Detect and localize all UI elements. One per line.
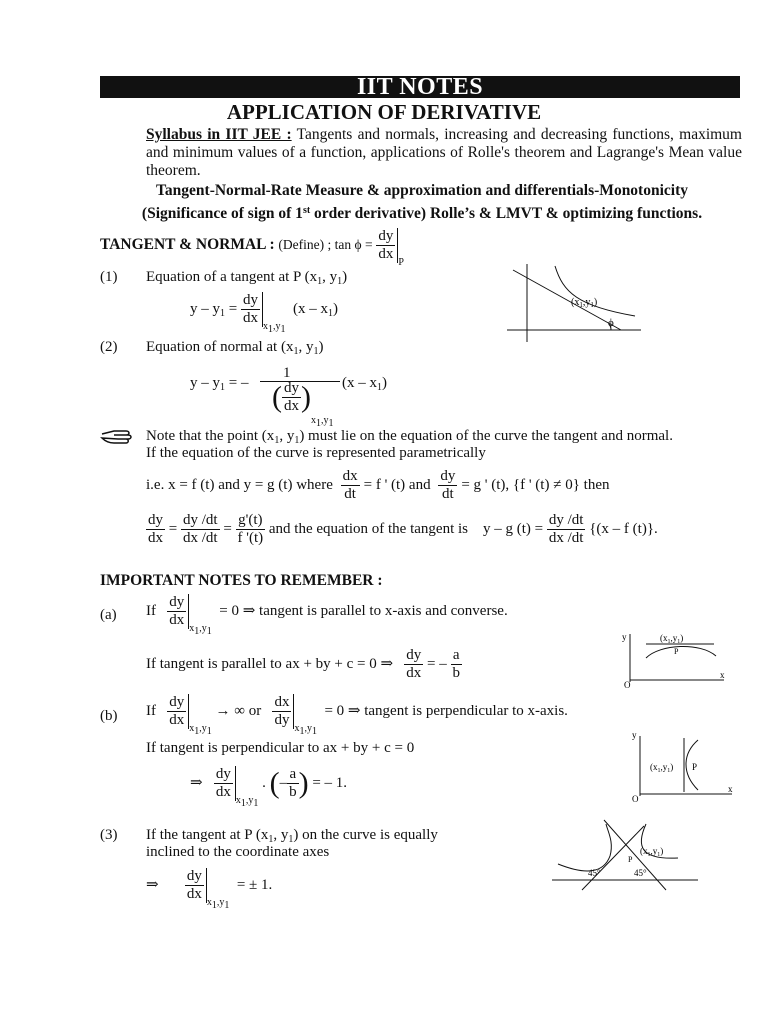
svg-text:x: x: [728, 784, 733, 794]
item-3-line-2: inclined to the coordinate axes: [146, 844, 330, 860]
item-1-number: (1): [100, 269, 118, 285]
important-notes-heading: IMPORTANT NOTES TO REMEMBER :: [100, 572, 383, 589]
svg-text:(x1,y1): $(x_1,y_1)$: [640, 846, 664, 858]
svg-text:O: O: [624, 680, 631, 688]
note-line-2: If the equation of the curve is represented parametrically: [146, 445, 486, 461]
phi-label: ϕ: [608, 317, 614, 329]
normal-denominator: ( $\frac{dy}{dx}$ )$x_1,y_1$: [272, 380, 334, 429]
pointing-hand-icon: [100, 428, 136, 451]
svg-text:P: P: [628, 855, 633, 864]
normal-equation-rhs: $(x - x_1)$: [342, 375, 387, 393]
svg-text:y: y: [622, 632, 627, 642]
normal-numerator: 1: [283, 365, 291, 381]
svg-text:45°: 45°: [588, 868, 601, 878]
item-b-result: ⇒ $\frac{dy}{dx}$ $x_1,y_1$ . (– $\frac{a}{b}$ ) = – 1.: [190, 766, 348, 809]
parametric-derivative-line: $\frac{dy}{dx}$ = $\frac{dy /dt}{dx /dt}$ = $\frac{g'(t)}{f '(t)}$ and the equation of the tangent is y – g (t) = $\frac{dy /dt}{dx /dt}$ {(x – f (t)}.: [148, 512, 658, 546]
item-a-number: (a): [100, 607, 117, 623]
parametric-line: i.e. x = f (t) and y = g (t) where $\frac{dx}{dt}$ = f ' (t) and $\frac{dy}{dt}$ = g ' (t), {f ' (t) ≠ 0} then: [146, 468, 610, 502]
item-2-number: (2): [100, 339, 118, 355]
tan-phi-definition: (Define) ; tan ϕ =: [278, 236, 373, 252]
svg-text:45°: 45°: [634, 868, 647, 878]
topics-line-2: (Significance of sign of 1st order derivative) Rolle’s & LMVT & optimizing functions.: [141, 205, 703, 222]
section-heading: TANGENT & NORMAL :: [100, 235, 275, 253]
syllabus-label: Syllabus in IIT JEE :: [146, 126, 292, 143]
item-a-line-2: If tangent is parallel to ax + by + c = 0 ⇒ $\frac{dy}{dx}$ = – $\frac{a}{b}$: [146, 647, 461, 681]
page-title: APPLICATION OF DERIVATIVE: [226, 100, 542, 124]
note-line-1: Note that the point ($x_1$, $y_1$) must lie on the equation of the curve the tangent and normal.: [146, 428, 673, 446]
equal-inclination-figure: [548, 816, 708, 892]
vertical-tangent-figure: [628, 730, 740, 804]
tangent-angle-figure: [505, 262, 645, 344]
item-b-condition: If $\frac{dy}{dx}$ $x_1,y_1$ → ∞ or $\frac{dx}{dy}$ $x_1,y_1 = 0$ ⇒ tangent is perpendicular to x-axis.: [146, 694, 568, 737]
figure-point-label: $(x_1,y_1)$: [571, 297, 598, 309]
svg-text:x: x: [720, 670, 725, 680]
item-3-result: ⇒ $\frac{dy}{dx}$ $x_1,y_1$ = ± 1.: [146, 868, 273, 911]
item-a-condition: If $\frac{dy}{dx}$ $x_1,y_1 = 0$ ⇒ tangent is parallel to x-axis and converse.: [146, 594, 508, 637]
page-banner: IIT NOTES: [100, 76, 740, 98]
item-3-number: (3): [100, 827, 118, 843]
svg-text:(x1,y1): $(x_1,y_1)$: [660, 633, 684, 645]
item-2-text: Equation of normal at ($x_1$, $y_1$): [146, 339, 324, 357]
normal-equation-lhs: y – $y_1$ = –: [190, 375, 249, 393]
syllabus-paragraph: [146, 126, 742, 180]
svg-text:P: P: [692, 762, 698, 772]
svg-text:(x1,y1): $(x_1,y_1)$: [650, 762, 674, 774]
topics-line-1: Tangent-Normal-Rate Measure & approximation and differentials-Monotonicity: [156, 182, 688, 199]
item-b-line-2: If tangent is perpendicular to ax + by + c = 0: [146, 740, 415, 756]
tangent-normal-heading: TANGENT & NORMAL : (Define) ; tan ϕ = $\frac{dy}{dx}$ P: [100, 228, 404, 268]
topics-paragraph: [94, 181, 750, 224]
syllabus-text: Tangents and normals, increasing and decreasing functions, maximum and minimum values of a function, applications of Rolle's theorem and Lagrange's Mean value theorem.: [146, 126, 742, 179]
svg-text:O: O: [632, 794, 639, 804]
item-3-line-1: If the tangent at P ($x_1$, $y_1$) on the curve is equally: [146, 827, 438, 845]
horizontal-tangent-figure: [620, 630, 730, 688]
item-b-number: (b): [100, 708, 118, 724]
tangent-equation: y – $y_1$ = $\frac{dy}{dx}$ $x_1,y_1$ $(x - x_1)$: [190, 292, 338, 335]
svg-text:P: P: [674, 647, 679, 656]
item-1-text: Equation of a tangent at P ($x_1$, $y_1$): [146, 269, 348, 287]
tan-phi-derivative: $\frac{dy}{dx}$: [376, 228, 398, 263]
svg-text:y: y: [632, 730, 637, 740]
